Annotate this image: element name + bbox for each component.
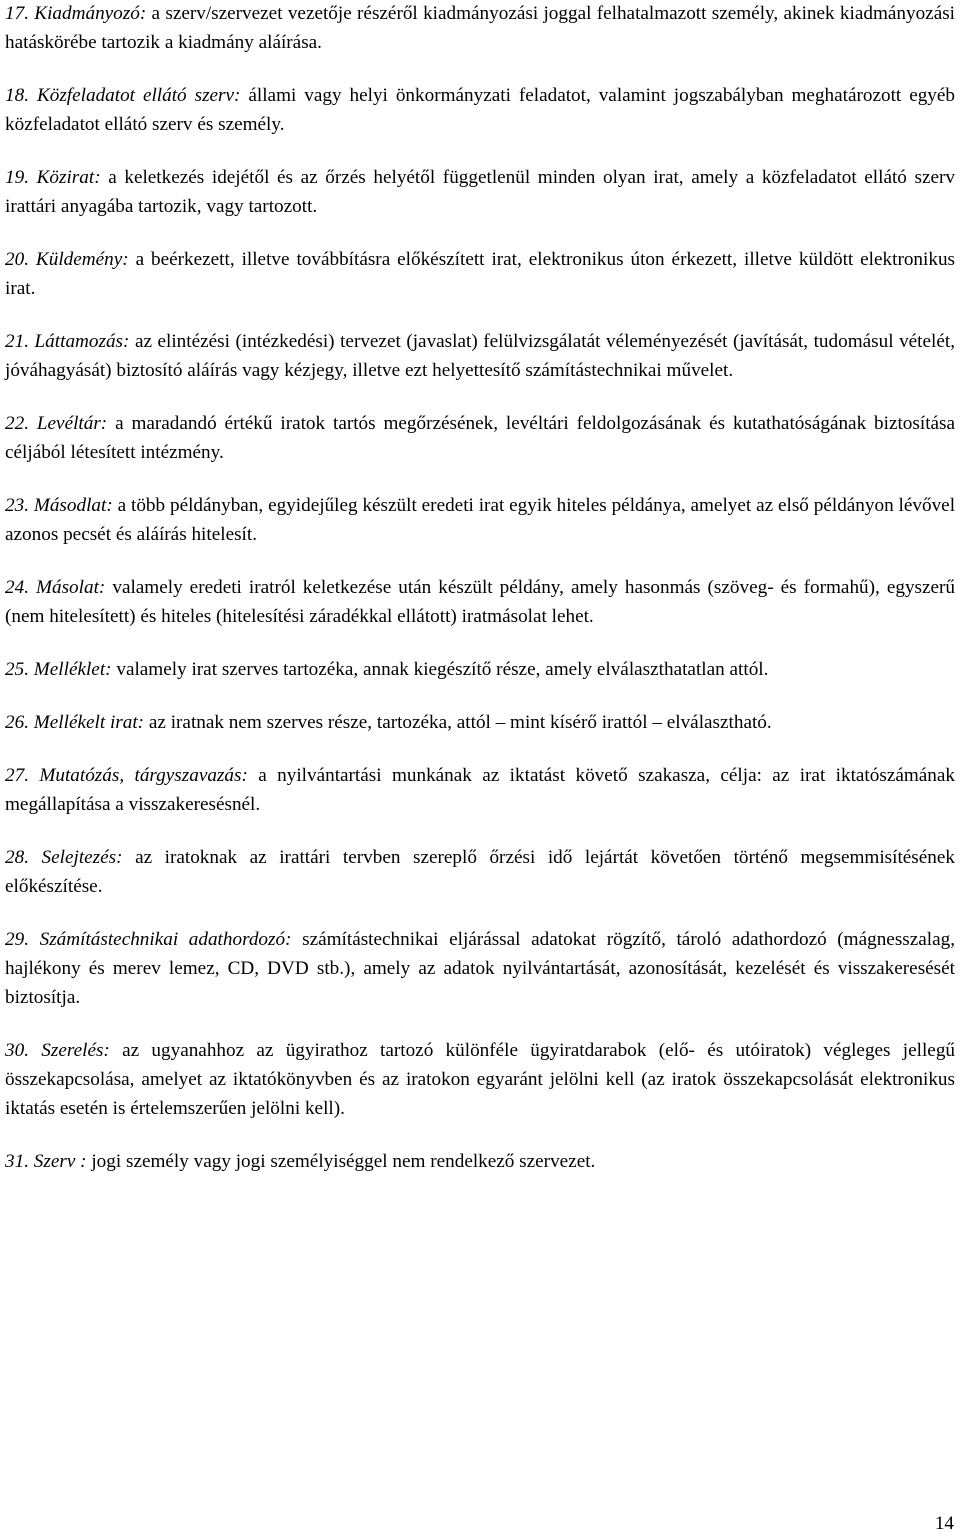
definition-18 [5,81,955,139]
definition-29 [5,925,955,1012]
definition-number: 20. [5,249,29,270]
definition-term: Másolat: [36,577,106,598]
definition-text: valamely eredeti iratról keletkezése után készült példány, amely hasonmás (szöveg- és formahű), egyszerű (nem hitelesített) és hiteles (hitelesítési záradékkal ellátott) iratmásolat lehet. [5,577,956,627]
definition-text: a nyilvántartási munkának az iktatást követő szakasza, célja: az irat iktatószámának megállapítása a visszakeresésnél. [5,765,955,815]
definition-text: számítástechnikai eljárással adatokat rögzítő, tároló adathordozó (mágnesszalag, hajlékony és merev lemez, CD, DVD stb.), amely az adatok nyilvántartását, azonosítását, kezelését és visszakeresését biztosítja. [5,929,956,1008]
definition-text: a szerv/szervezet vezetője részéről kiadmányozási joggal felhatalmazott személy, akinek kiadmányozási hatáskörébe tartozik a kiadmány aláírása. [5,3,956,53]
definition-number: 30. [5,1040,29,1061]
definition-term: Levéltár: [36,413,108,434]
definition-term: Közirat: [36,167,101,188]
definition-text: a keletkezés idejétől és az őrzés helyétől függetlenül minden olyan irat, amely a közfeladatot ellátó szerv irattári anyagába tartozik, vagy tartozott. [5,167,955,217]
page-number: 14 [934,1513,954,1534]
definition-number: 28. [5,847,29,868]
definition-term: Láttamozás: [34,331,130,352]
definition-text: az iratoknak az irattári tervben szereplő őrzési idő lejártát követően történő megsemmisítésének előkészítése. [5,847,955,897]
definition-text: állami vagy helyi önkormányzati feladatot, valamint jogszabályban meghatározott egyéb közfeladatot ellátó szerv és személy. [5,85,956,135]
definition-number: 18. [5,85,29,106]
definition-17 [5,0,955,57]
definition-20 [5,245,955,303]
definition-term: Közfeladatot ellátó szerv: [36,85,241,106]
definition-term: Selejtezés: [41,847,123,868]
definition-26 [5,708,955,737]
definition-number: 23. [5,495,29,516]
definition-21 [5,327,955,385]
definition-text: a beérkezett, illetve továbbításra előkészített irat, elektronikus úton érkezett, illetve küldött elektronikus irat. [5,249,956,299]
definition-text: jogi személy vagy jogi személyiséggel nem rendelkező szervezet. [91,1151,596,1172]
definition-27 [5,761,955,819]
definition-text: az iratnak nem szerves része, tartozéka, attól – mint kísérő irattól – elválasztható. [148,712,772,733]
definition-number: 25. [5,659,29,680]
definition-30 [5,1036,955,1123]
definition-term: Küldemény: [35,249,129,270]
definition-text: a több példányban, egyidejűleg készült eredeti irat egyik hiteles példánya, amelyet az első példányon lévővel azonos pecsét és aláírás hitelesít. [5,495,956,545]
definition-term: Másodlat: [33,495,113,516]
definition-text: valamely irat szerves tartozéka, annak kiegészítő része, amely elválaszthatatlan attól. [116,659,769,680]
definition-number: 27. [5,765,29,786]
definition-31 [5,1147,955,1176]
definition-23 [5,491,955,549]
definition-list [5,0,955,1200]
definition-term: Kiadmányozó: [34,3,147,24]
definition-number: 26. [5,712,29,733]
definition-number: 24. [5,577,29,598]
definition-25 [5,655,955,684]
definition-term: Melléklet: [33,659,112,680]
definition-term: Mellékelt irat: [33,712,145,733]
definition-number: 19. [5,167,29,188]
definition-number: 22. [5,413,29,434]
definition-term: Szerv : [33,1151,87,1172]
definition-term: Mutatózás, tárgyszavazás: [39,765,248,786]
definition-number: 21. [5,331,29,352]
definition-number: 29. [5,929,29,950]
definition-term: Számítástechnikai adathordozó: [39,929,292,950]
definition-text: az elintézési (intézkedési) tervezet (javaslat) felülvizsgálatát véleményezését (javítását, tudomásul vételét, jóváhagyását) biztosító aláírás vagy kézjegy, illetve ezt helyettesítő számítástechnikai művelet. [5,331,956,381]
definition-24 [5,573,955,631]
definition-22 [5,409,955,467]
definition-number: 31. [5,1151,29,1172]
definition-number: 17. [5,3,29,24]
definition-28 [5,843,955,901]
definition-text: az ugyanahhoz az ügyirathoz tartozó különféle ügyiratdarabok (elő- és utóiratok) végleges jellegű összekapcsolása, amelyet az iktatókönyvben és az iratokon egyaránt jelölni kell (az iratok összekapcsolását elektronikus iktatás esetén is értelemszerűen jelölni kell). [5,1040,956,1119]
definition-text: a maradandó értékű iratok tartós megőrzésének, levéltári feldolgozásának és kutathatóságának biztosítása céljából létesített intézmény. [5,413,956,463]
definition-19 [5,163,955,221]
definition-term: Szerelés: [41,1040,110,1061]
